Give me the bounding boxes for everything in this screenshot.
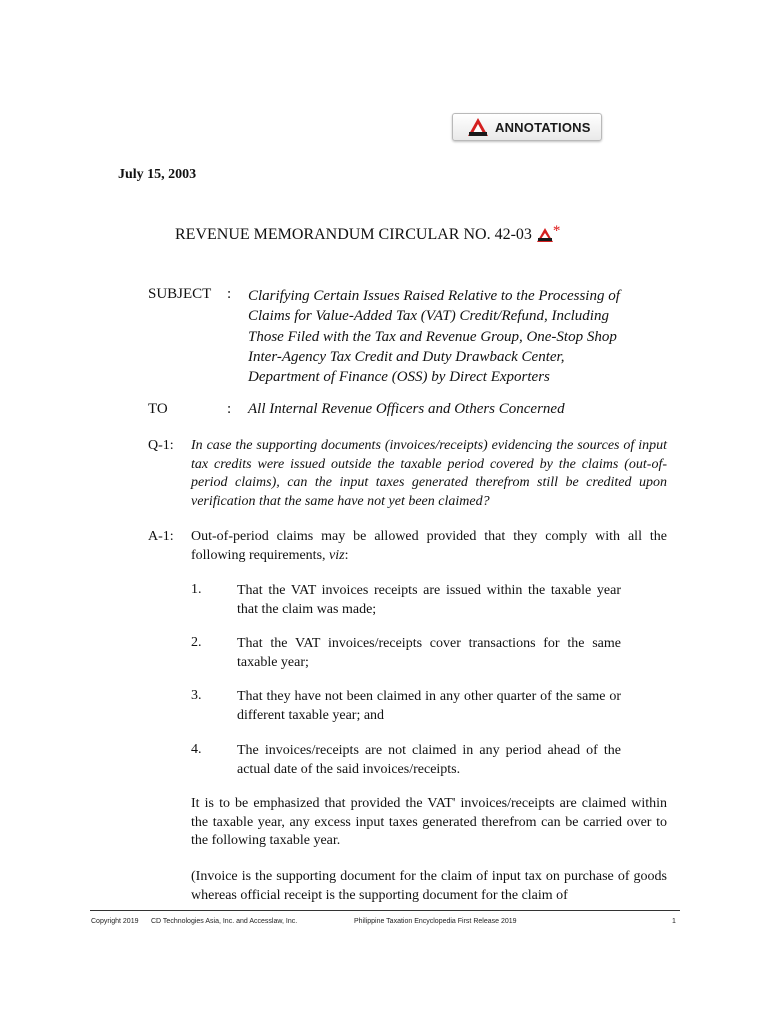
document-title (175, 222, 561, 244)
list-item-number: 4. (191, 742, 202, 757)
list-item-number: 2. (191, 635, 202, 650)
footer-company: CD Technologies Asia, Inc. and Accesslaw, Inc. (151, 918, 298, 925)
annotations-button[interactable] (452, 113, 602, 141)
a1-text: Out-of-period claims may be allowed provided that they comply with all the following requirements, (191, 529, 667, 563)
subject-line: Department of Finance (OSS) by Direct Exporters (248, 369, 550, 386)
a1-end: : (344, 547, 349, 563)
to-text: All Internal Revenue Officers and Others Concerned (248, 401, 565, 417)
list-item-text: That the VAT invoices/receipts cover transactions for the same taxable year; (237, 636, 621, 670)
list-item-text: The invoices/receipts are not claimed in any period ahead of the actual date of the said invoices/receipts. (237, 743, 621, 777)
to-colon: : (227, 401, 232, 417)
subject-colon: : (227, 286, 232, 302)
subject-text (248, 286, 678, 387)
annotations-label: ANNOTATIONS (495, 119, 591, 135)
title-text: REVENUE MEMORANDUM CIRCULAR NO. 42-03 (175, 226, 532, 243)
a1-answer (191, 528, 667, 565)
annotation-marker-icon[interactable] (537, 228, 553, 242)
q1-question: In case the supporting documents (invoices/receipts) evidencing the sources of input tax credits were issued outside the taxable period covered by the claims (out-of-period claims), can the input taxes generated therefrom still be credited upon verification that the same have not yet been claimed? (191, 438, 667, 509)
a1-label: A-1: (148, 529, 174, 544)
footer-page-number: 1 (672, 918, 676, 925)
list-item-text: That they have not been claimed in any other quarter of the same or different taxable year; and (237, 689, 621, 723)
a1-viz: viz (329, 547, 345, 563)
subject-line: Claims for Value-Added Tax (VAT) Credit/Refund, Including (248, 308, 609, 325)
list-item-text: That the VAT invoices receipts are issued within the taxable year that the claim was made; (237, 583, 621, 617)
list-item-number: 3. (191, 688, 202, 703)
emphasis-paragraph: It is to be emphasized that provided the VAT' invoices/receipts are claimed within the taxable year, any excess input taxes generated therefrom can be carried over to the following taxable year. (191, 796, 667, 848)
footer-divider (90, 910, 680, 911)
annotations-logo-icon (467, 117, 489, 137)
list-item-number: 1. (191, 582, 202, 597)
subject-line: Clarifying Certain Issues Raised Relative to the Processing of (248, 288, 620, 304)
q1-label: Q-1: (148, 438, 174, 453)
subject-label: SUBJECT (148, 286, 212, 302)
footer-release: Philippine Taxation Encyclopedia First Release 2019 (354, 918, 517, 925)
to-label: TO (148, 401, 168, 417)
title-asterisk: * (552, 222, 561, 239)
subject-line: Inter-Agency Tax Credit and Duty Drawback Center, (248, 348, 565, 365)
footer-copyright: Copyright 2019 (91, 918, 139, 925)
subject-line: Those Filed with the Tax and Revenue Group, One-Stop Shop (248, 328, 617, 345)
invoice-paragraph: (Invoice is the supporting document for the claim of input tax on purchase of goods whereas official receipt is the supporting document for the claim of (191, 869, 667, 903)
document-date: July 15, 2003 (118, 167, 197, 182)
